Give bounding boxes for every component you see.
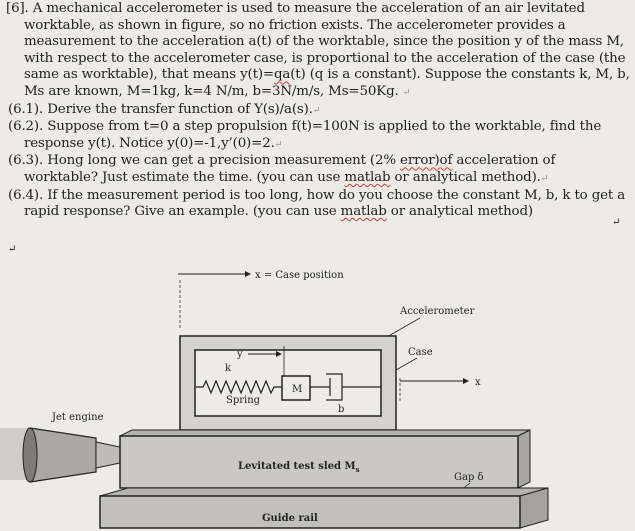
matlab-term: matlab: [344, 169, 391, 185]
stray-mark: ↵: [612, 217, 621, 228]
case-position-label: x = Case position: [255, 270, 344, 281]
accelerometer-figure: [0, 217, 635, 531]
question-6-1-text: (6.1). Derive the transfer function of Y(s)/a(s).: [8, 101, 313, 117]
guide-rail-top: [100, 488, 548, 496]
accelerometer-leader: [385, 318, 420, 338]
accelerometer-label: Accelerometer: [400, 306, 475, 317]
accelerometer-diagram: [0, 217, 635, 531]
arrowhead-icon: [245, 271, 251, 277]
y-label: y: [237, 349, 243, 360]
sled-top: [120, 430, 530, 436]
case-leader: [396, 358, 417, 370]
b-label: b: [338, 404, 345, 415]
stray-mark: ↵: [8, 244, 17, 255]
mass-label: M: [292, 384, 303, 395]
question-6-4-text-c: or analytical method): [386, 204, 533, 220]
question-6-3-text-a: (6.3). Hong long we can get a precision measurement (2%: [8, 153, 401, 169]
sled-label: Levitated test sled $M_s$: [238, 461, 360, 474]
jet-engine-outlet: [23, 428, 37, 482]
paragraph-mark: ↵: [274, 139, 283, 150]
arrowhead-icon: [463, 378, 469, 384]
question-6-3: [6, 153, 631, 187]
question-6-2-text: (6.2). Suppose from t=0 a step propulsion f(t)=100N is applied to the worktable, find the response y(t). Notice y(0)=-1,y’(0)=2.: [8, 119, 602, 151]
intro-text: A mechanical accelerometer is used to measure the acceleration of an air levitated worktable, as shown in figure, so no friction exists. The accelerometer provides a measurement to the acceleration a(t) of the worktable, since the position y of the mass M, with respect to the accelerometer case, is proportional to the acceleration of the case (the same as worktable), that means y(t)=: [24, 1, 626, 83]
paragraph-mark: ↵: [312, 105, 321, 116]
question-6-2: [6, 119, 631, 153]
qa-term: qa: [273, 67, 291, 83]
x-label: x: [475, 377, 481, 388]
case-label: Case: [408, 347, 433, 358]
jet-engine-nozzle: [30, 428, 96, 482]
gap-label: Gap δ: [454, 472, 484, 483]
paragraph-mark: ↵: [402, 87, 411, 98]
sled-side: [518, 430, 530, 488]
problem-intro: [6, 1, 631, 102]
question-6-4-text-a: (6.4). If the measurement period is too long, how do you choose the constant M, b, k to get a rapid response? Give an example. (you can use: [8, 187, 626, 220]
spring-label: Spring: [226, 395, 261, 406]
guide-rail-label: Guide rail: [262, 513, 318, 524]
jet-engine-label: Jet engine: [52, 412, 104, 423]
problem-number: [6].: [6, 1, 29, 16]
question-6-3-text-b: acceleration of worktable? Just estimate the time. (you can use: [24, 153, 556, 185]
question-6-4: [6, 188, 631, 221]
question-6-1: [6, 102, 631, 120]
k-label: k: [225, 363, 232, 374]
question-6-3-text-c: or analytical method).: [390, 169, 541, 185]
paragraph-mark: ↵: [540, 173, 549, 184]
error-of-term: error)of: [400, 153, 453, 169]
matlab-term: matlab: [340, 204, 387, 220]
jet-engine-mount: [96, 442, 120, 468]
problem-statement: [6, 1, 631, 221]
intro-tail: (t) (q is a constant). Suppose the constants k, M, b, Ms are known, M=1kg, k=4 N/m, b=3N/m/s, Ms=50Kg.: [24, 67, 630, 99]
